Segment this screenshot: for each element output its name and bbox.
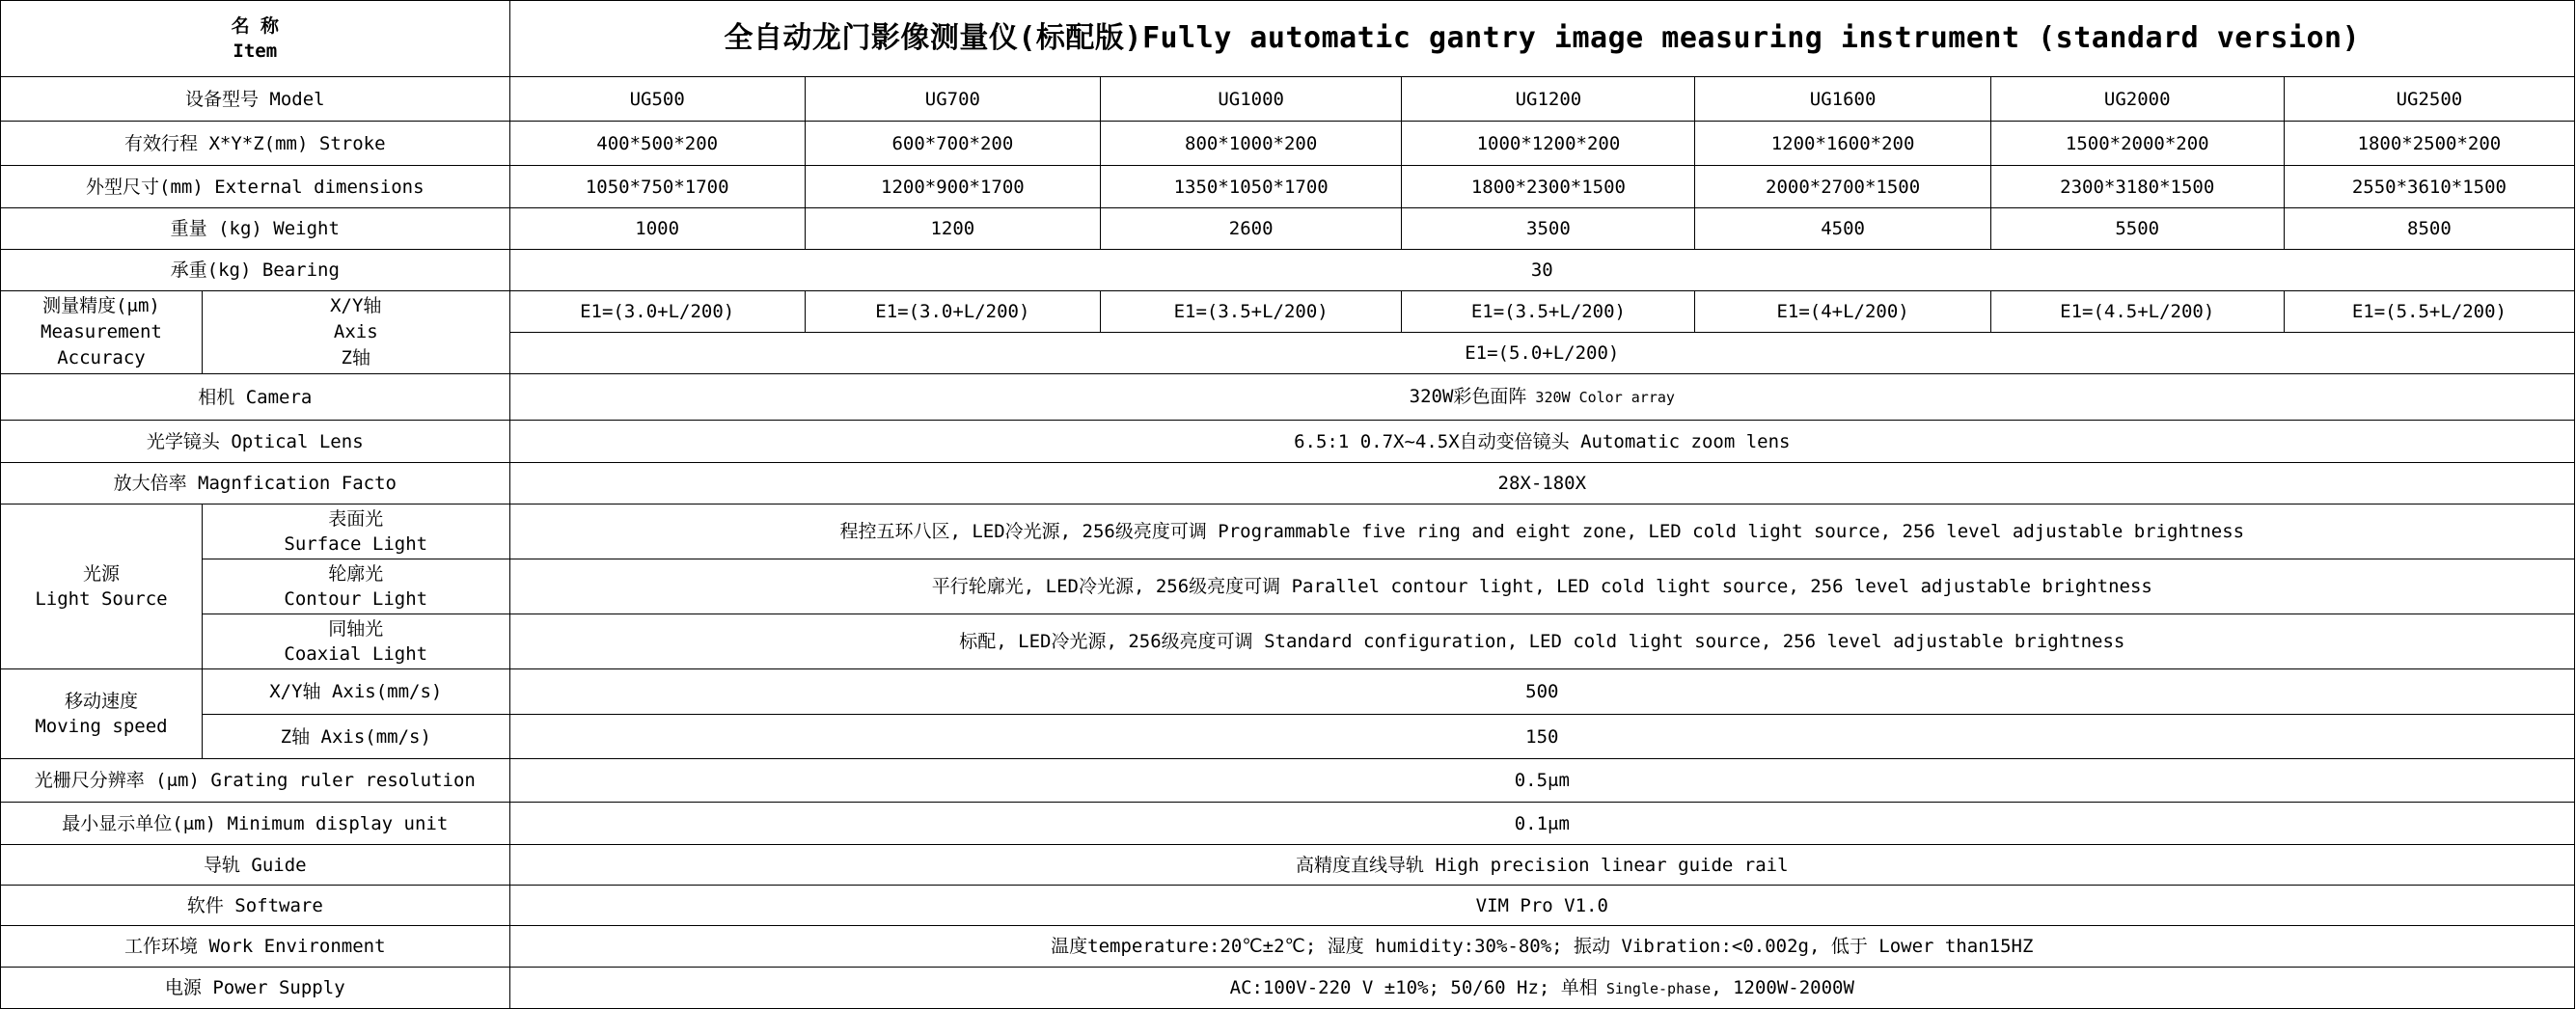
- stroke-cell: 400*500*200: [509, 122, 805, 166]
- light-label-zh: 光源: [82, 563, 120, 585]
- lens-label: 光学镜头 Optical Lens: [1, 421, 510, 463]
- accuracy-xy-cell: E1=(3.5+L/200): [1402, 291, 1695, 333]
- model-cell: UG2500: [2284, 77, 2574, 122]
- weight-cell: 8500: [2284, 208, 2574, 250]
- dimensions-cell: 2550*3610*1500: [2284, 166, 2574, 208]
- weight-cell: 3500: [1402, 208, 1695, 250]
- weight-cell: 5500: [1990, 208, 2284, 250]
- guide-value: 高精度直线导轨 High precision linear guide rail: [509, 845, 2574, 886]
- bearing-value: 30: [509, 250, 2574, 291]
- dimensions-cell: 2000*2700*1500: [1695, 166, 1990, 208]
- power-value-tail: , 1200W-2000W: [1711, 976, 1854, 998]
- lens-row: [1, 421, 2575, 463]
- grating-row: [1, 759, 2575, 803]
- accuracy-label: [1, 291, 203, 374]
- surface-light-zh: 表面光: [328, 508, 384, 530]
- coaxial-light-label: [202, 614, 509, 669]
- item-header-en: Item: [233, 41, 278, 62]
- stroke-cell: 1000*1200*200: [1402, 122, 1695, 166]
- power-value-main: AC:100V-220 V ±10%; 50/60 Hz; 单相: [1229, 976, 1598, 998]
- environment-row: [1, 926, 2575, 968]
- stroke-cell: 1800*2500*200: [2284, 122, 2574, 166]
- dimensions-row: [1, 166, 2575, 208]
- accuracy-axis-label: [202, 291, 509, 374]
- display-unit-value: 0.1μm: [509, 803, 2574, 845]
- stroke-row: [1, 122, 2575, 166]
- accuracy-label-en2: Accuracy: [57, 347, 146, 368]
- accuracy-label-en1: Measurement: [41, 321, 162, 342]
- weight-cell: 1200: [805, 208, 1100, 250]
- camera-value-main: 320W彩色面阵: [1409, 386, 1527, 407]
- software-value: VIM Pro V1.0: [509, 886, 2574, 926]
- camera-label: 相机 Camera: [1, 374, 510, 421]
- model-cell: UG2000: [1990, 77, 2284, 122]
- weight-cell: 4500: [1695, 208, 1990, 250]
- light-coaxial-row: [1, 614, 2575, 669]
- software-label: 软件 Software: [1, 886, 510, 926]
- contour-light-value: 平行轮廓光, LED冷光源, 256级亮度可调 Parallel contour light, LED cold light source, 256 level adjustable brightness: [509, 559, 2574, 614]
- power-label: 电源 Power Supply: [1, 968, 510, 1009]
- accuracy-z-value: E1=(5.0+L/200): [509, 333, 2574, 374]
- accuracy-z-label: Z轴: [341, 347, 370, 368]
- surface-light-en: Surface Light: [284, 533, 428, 555]
- speed-xy-value: 500: [509, 669, 2574, 715]
- weight-cell: 1000: [509, 208, 805, 250]
- camera-row: [1, 374, 2575, 421]
- power-value: [509, 968, 2574, 1009]
- contour-light-zh: 轮廓光: [328, 563, 384, 585]
- stroke-cell: 1500*2000*200: [1990, 122, 2284, 166]
- model-cell: UG700: [805, 77, 1100, 122]
- dimensions-cell: 1800*2300*1500: [1402, 166, 1695, 208]
- accuracy-xy-cell: E1=(3.0+L/200): [805, 291, 1100, 333]
- model-cell: UG1200: [1402, 77, 1695, 122]
- speed-label: [1, 669, 203, 759]
- guide-row: [1, 845, 2575, 886]
- page-title: 全自动龙门影像测量仪(标配版)Fully automatic gantry image measuring instrument (standard version): [509, 1, 2574, 77]
- magnification-value: 28X-180X: [509, 463, 2574, 504]
- display-unit-label: 最小显示单位(μm) Minimum display unit: [1, 803, 510, 845]
- light-label: [1, 504, 203, 669]
- surface-light-value: 程控五环八区, LED冷光源, 256级亮度可调 Programmable five ring and eight zone, LED cold light source, 256 level adjustable brightness: [509, 504, 2574, 559]
- weight-cell: 2600: [1100, 208, 1401, 250]
- item-header-cell: [1, 1, 510, 77]
- model-label: 设备型号 Model: [1, 77, 510, 122]
- accuracy-xy-cell: E1=(4+L/200): [1695, 291, 1990, 333]
- accuracy-label-zh: 测量精度(μm): [42, 295, 160, 316]
- dimensions-cell: 1050*750*1700: [509, 166, 805, 208]
- grating-value: 0.5μm: [509, 759, 2574, 803]
- speed-z-value: 150: [509, 715, 2574, 759]
- environment-value: 温度temperature:20℃±2℃; 湿度 humidity:30%-80%; 振动 Vibration:<0.002g, 低于 Lower than15HZ: [509, 926, 2574, 968]
- model-cell: UG1600: [1695, 77, 1990, 122]
- model-cell: UG1000: [1100, 77, 1401, 122]
- dimensions-cell: 1350*1050*1700: [1100, 166, 1401, 208]
- dimensions-cell: 2300*3180*1500: [1990, 166, 2284, 208]
- speed-z-row: [1, 715, 2575, 759]
- light-contour-row: [1, 559, 2575, 614]
- power-value-small: Single-phase: [1597, 979, 1712, 997]
- stroke-cell: 800*1000*200: [1100, 122, 1401, 166]
- camera-value: [509, 374, 2574, 421]
- stroke-cell: 600*700*200: [805, 122, 1100, 166]
- accuracy-xy-row: [1, 291, 2575, 333]
- accuracy-xy-cell: E1=(3.0+L/200): [509, 291, 805, 333]
- guide-label: 导轨 Guide: [1, 845, 510, 886]
- contour-light-en: Contour Light: [284, 588, 428, 610]
- environment-label: 工作环境 Work Environment: [1, 926, 510, 968]
- contour-light-label: [202, 559, 509, 614]
- coaxial-light-value: 标配, LED冷光源, 256级亮度可调 Standard configuration, LED cold light source, 256 level adjustable brightness: [509, 614, 2574, 669]
- header-row: [1, 1, 2575, 77]
- power-row: [1, 968, 2575, 1009]
- magnification-row: [1, 463, 2575, 504]
- camera-value-small: 320W Color array: [1526, 389, 1675, 406]
- stroke-cell: 1200*1600*200: [1695, 122, 1990, 166]
- coaxial-light-zh: 同轴光: [328, 618, 384, 640]
- weight-row: [1, 208, 2575, 250]
- display-unit-row: [1, 803, 2575, 845]
- accuracy-axis-word: Axis: [333, 321, 378, 342]
- magnification-label: 放大倍率 Magnfication Facto: [1, 463, 510, 504]
- coaxial-light-en: Coaxial Light: [284, 643, 428, 665]
- speed-z-label: Z轴 Axis(mm/s): [202, 715, 509, 759]
- accuracy-xy-label: X/Y轴: [330, 295, 382, 316]
- lens-value: 6.5:1 0.7X~4.5X自动变倍镜头 Automatic zoom lens: [509, 421, 2574, 463]
- model-row: [1, 77, 2575, 122]
- accuracy-xy-cell: E1=(3.5+L/200): [1100, 291, 1401, 333]
- accuracy-xy-cell: E1=(4.5+L/200): [1990, 291, 2284, 333]
- software-row: [1, 886, 2575, 926]
- speed-xy-row: [1, 669, 2575, 715]
- light-label-en: Light Source: [35, 588, 168, 610]
- item-header-zh: 名 称: [231, 15, 280, 37]
- stroke-label: 有效行程 X*Y*Z(mm) Stroke: [1, 122, 510, 166]
- speed-label-zh: 移动速度: [64, 691, 138, 712]
- light-surface-row: [1, 504, 2575, 559]
- speed-label-en: Moving speed: [35, 716, 168, 737]
- grating-label: 光栅尺分辨率 (μm) Grating ruler resolution: [1, 759, 510, 803]
- surface-light-label: [202, 504, 509, 559]
- model-cell: UG500: [509, 77, 805, 122]
- bearing-label: 承重(kg) Bearing: [1, 250, 510, 291]
- bearing-row: [1, 250, 2575, 291]
- weight-label: 重量 (kg) Weight: [1, 208, 510, 250]
- dimensions-cell: 1200*900*1700: [805, 166, 1100, 208]
- speed-xy-label: X/Y轴 Axis(mm/s): [202, 669, 509, 715]
- dimensions-label: 外型尺寸(mm) External dimensions: [1, 166, 510, 208]
- accuracy-xy-cell: E1=(5.5+L/200): [2284, 291, 2574, 333]
